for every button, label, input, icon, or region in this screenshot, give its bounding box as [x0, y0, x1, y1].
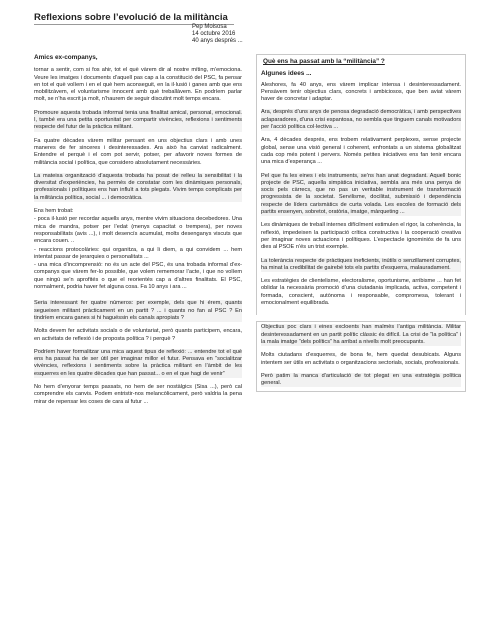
paragraph: Aleshores, fa 40 anys, ens vàrem implicar intensa i desinteressadament. Pensàvem tenir objectius clars, concrets i ambiciosos, que ben aviat vàrem haver de concretar i adaptar.: [261, 81, 461, 103]
paragraph: tornar a sentir, com si fos ahir, tot el què vàrem dir al nostre míting, m’emociona. Veure les imatges i documents d’aquell pas cap a la constitució del PSC, fa pensar en tot el què volíem i en el què hem aconseguit, en la il·lusió i ganes amb que ens mobilitzàvem, el voluntarisme innocent amb què treballàvem. En podríem parlar molt, se n’ha escrit ja molt, n’haurem de seguir discutint molt temps encara.: [34, 67, 242, 103]
text-box: [256, 68, 466, 315]
paragraph: Ara, 4 dècades després, ens trobem relativament perplexes, sense projecte global, sense una visió general i coherent, enfrontats a un sistema globalitzat cada cop més potent i pervers. Només petites iniciatives ens fan tenir encara una mica d’esperança ...: [261, 137, 461, 166]
paragraph: La tolerància respecte de pràctiques ineficients, inútils o senzillament corruptes, ha minat la credibilitat de gairebé tots els partits d’esquerra, malauradament.: [261, 257, 461, 271]
author: Pep Moisosa: [192, 24, 227, 30]
paragraph: Objectius poc clars i eines excloents han malmès l’antiga militància. Militar desinteressadament en un partit polític clàssic és difícil. La crisi de “la política” i la mala imatge “dels polítics” ha arribat a nivells molt preocupants.: [261, 324, 461, 345]
left-column: [34, 54, 242, 412]
paragraph: Les dinàmiques de treball internes difícilment estimulen el rigor, la coherència, la reflexió, impedeixen la participació crítica constructiva i la cooperació creativa per imaginar noves actuacions i polítiques. L’espectacle ignominiós de fa uns dies al PSOE n’és un trist exemple.: [261, 222, 461, 251]
question-box: [256, 54, 466, 68]
list-item: - una mica d’incomprensió: no és un acte del PSC, és una trobada informal d’ex-companys que vàrem fer-lo possible, que volem rememorar l’acte, i que no volíem que ningú se’n aprofités o que el reorientés cap a d’altres finalitats. El PSC, normalment, podria haver fet alguna cosa. Fa 10 anys i ara ...: [34, 262, 242, 291]
paragraph: Promoure aquesta trobada informal tenia una finalitat amical, personal, emocional. I, també era una petita oportunitat per compartir vivències, reflexions i sentiments respecte del futur de la pràctica militant.: [34, 109, 242, 131]
paragraph: Podríem haver formalitzar una mica aquest tipus de reflexió: ... entendre tot el què ens ha passat ha de ser útil per imaginar millor el futur. Pensava en “socialitzar vivències, reflexions i sentiments sobre la pràctica militant en l’àmbit de les esquerres en les quatre dècades que han passat... o en el que hagi de venir”: [34, 348, 242, 377]
list-lead: Ens hem trobat:: [34, 208, 74, 215]
subtitle: 40 anys després ...: [192, 38, 243, 44]
document-title: Reflexions sobre l’evolució de la militància: [34, 12, 234, 25]
list-item: - poca il·lusió per recordar aquells anys, mentre vivim situacions decebedores. Una mica de mandra, potser per l’edat (menys capacitat o trempera), per noves responsabilitats (avis ...), i molt desencís acumulat, molts desenganys viscuts que encara couen. ..: [34, 216, 242, 245]
section-subtitle: Algunes idees ...: [261, 70, 312, 78]
right-column: [256, 54, 466, 392]
paragraph: La mateixa organització d’aquesta trobada ha posat de relleu la sensibilitat i la diversitat d’experiències, ha permès de constatar com les dinàmiques personals, professionals i polítiques ens han influït a tots plegats. Vivim temps complicats per la militància política, social ... i democràtica.: [34, 172, 242, 201]
conclusion-box: [256, 321, 466, 392]
list-item: - reaccions protocolàries: qui organitza, a qui li diem, a qui convidem ... hem intentat passar de jerarquies o personalitats ...: [34, 246, 242, 260]
paragraph: Ara, després d’uns anys de penosa degradació democràtica, i amb perspectives aclaparadores, d’una crisi espantosa, no sembla que tinguem canals motivadors per l’acció política col·lectiva ...: [261, 109, 461, 131]
paragraph: Molts ciutadans d’esquerres, de bona fe, hem quedat desubicats. Alguns intentem ser útils en activitats o organitzacions sectorials, socials, professionals.: [261, 352, 461, 366]
document-meta: [192, 24, 243, 45]
greeting: Amics ex-companys,: [34, 54, 98, 61]
paragraph: Però patim la manca d’articulació de tot plegat en una estratègia política general.: [261, 372, 461, 387]
paragraph: Les estratègies de clientelisme, electoralisme, oportunisme, arribisme ... han fet oblidar la necessària promoció d’una ciutadania implicada, activa, competent i formada, conscient, autònoma i responsable, compromesa, tolerant i emocionalment equilibrada.: [261, 278, 461, 307]
date: 14 octubre 2016: [192, 31, 236, 37]
paragraph: Fa quatre dècades vàrem militar pensant en uns objectius clars i amb unes maneres de fer sinceres i desinteressades. Ara això ha canviat radicalment. Entendre el perquè i el com pot servir, potser, per afavorir noves formes de militància social i política, que considero absolutament necessàries.: [34, 137, 242, 166]
paragraph: Seria interessant fer quatre números: per exemple, dels que hi érem, quants segueixen militant pràcticament en un partit ? ... i quants no fan al PSC ? En tindríem encara ganes si hi haguéssin els canals apropiats ?: [34, 300, 242, 321]
paragraph: No hem d’enyorar temps passats, no hem de ser nostàlgics (Sisa ...), però cal comprendre els canvis. Podem entristir-nos melancòlicament, però valdria la pena mirar de repensar les coses de cara al futur ...: [34, 383, 242, 405]
bullet-list: [34, 216, 242, 291]
paragraph: Molts devem fer activitats socials o de voluntariat, però quants participem, encara, en activitats de reflexió i de proposta política ? i perquè ?: [34, 328, 242, 342]
paragraph: Pel que fa les eines i els instruments, se’ns han anat degradant. Aquell bonic projecte de PSC, aquella simpàtica iniciativa, sembla ara més una penya de socis pels càrrecs, que no pas un veritable instrument de transformació progressista de la societat. Servilisme, docilitat, submissió i dependència respecte de líders carismàtics de curta volada. Les escoles de formació dels partits ensenyen, sobretot, oratòria, imatge, màrqueting ...: [261, 172, 461, 216]
spacer: [34, 292, 242, 300]
section-question: Què ens ha passat amb la “militància” ?: [263, 58, 385, 65]
